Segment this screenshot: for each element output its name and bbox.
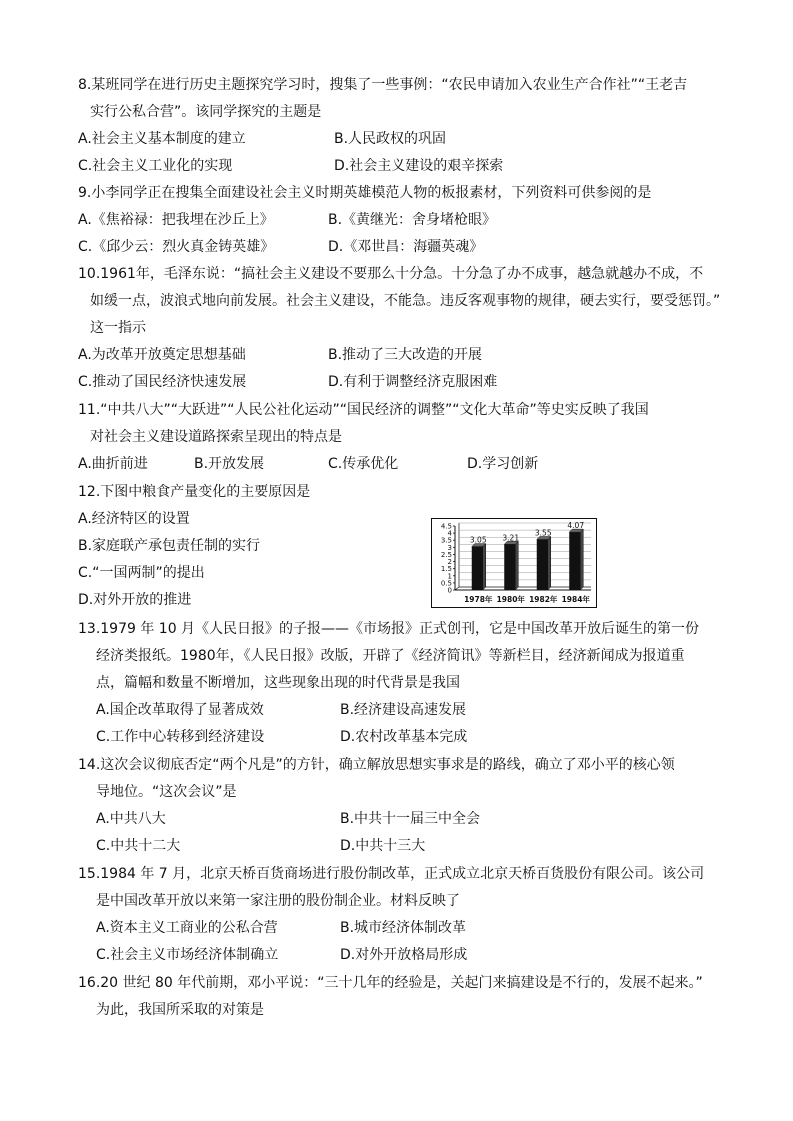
question-stem [78, 616, 728, 697]
bar-side [548, 537, 551, 590]
data-label: 3.21 [502, 533, 520, 543]
option-a[interactable]: A.社会主义基本制度的建立 [78, 131, 246, 147]
option-d[interactable]: D.农村改革基本完成 [340, 729, 468, 745]
question-10 [78, 261, 728, 396]
question-stem [78, 861, 728, 915]
option-a[interactable]: A.曲折前进 [78, 456, 148, 472]
option-a[interactable]: A.资本主义工商业的公私合营 [96, 920, 278, 936]
stem-line: 12.下图中粮食产量变化的主要原因是 [78, 484, 311, 500]
y-tick-label: 0.5 [440, 579, 452, 588]
question-11 [78, 397, 728, 478]
bar-side [483, 544, 486, 590]
y-tick-label: 4.5 [440, 522, 452, 531]
y-tick-label: 1.5 [440, 565, 452, 574]
option-c[interactable]: C.传承优化 [328, 456, 399, 472]
option-b[interactable]: B.人民政权的巩固 [334, 131, 447, 147]
x-tick-label: 1978年 [464, 595, 493, 604]
question-stem [78, 261, 728, 342]
data-label: 4.07 [567, 521, 585, 531]
x-tick-label: 1984年 [561, 595, 590, 604]
options-row [78, 587, 728, 614]
y-tick-label: 1 [447, 572, 452, 581]
bar [537, 540, 548, 590]
bar [504, 544, 515, 590]
y-tick-label: 2 [447, 558, 452, 567]
options-row [78, 369, 728, 396]
bar-side [515, 541, 518, 590]
option-c[interactable]: C.推动了国民经济快速发展 [78, 374, 247, 390]
bar-chart [431, 518, 597, 608]
options-row [78, 207, 728, 234]
question-stem [78, 72, 728, 126]
stem-line: 11.“中共八大”“大跃进”“人民公社化运动”“国民经济的调整”“文化大革命”等史实反映了我国 [78, 402, 649, 418]
option-b[interactable]: B.中共十一届三中全会 [340, 811, 481, 827]
option-d[interactable]: D.对外开放的推进 [78, 592, 192, 608]
stem-line: 这一指示 [90, 320, 146, 336]
y-tick-label: 4 [447, 529, 452, 538]
options-row [78, 833, 728, 860]
option-b[interactable]: B.《黄继光：舍身堵枪眼》 [328, 212, 497, 228]
x-tick-label: 1982年 [529, 595, 558, 604]
option-c[interactable]: C.《邱少云：烈火真金铸英雄》 [78, 239, 275, 255]
options-row [78, 533, 728, 560]
stem-line: 如缓一点，波浪式地向前发展。社会主义建设，不能急。违反客观事物的规律，硬去实行，要受惩罚。” [90, 293, 721, 309]
question-stem [78, 397, 728, 451]
stem-line: 经济类报纸。1980年，《人民日报》改版，开辟了《经济简讯》等新栏目，经济新闻成为报道重 [96, 648, 685, 664]
stem-line: 8.某班同学在进行历史主题探究学习时，搜集了一些事例：“农民申请加入农业生产合作社”“王老吉 [78, 77, 688, 93]
stem-line: 是中国改革开放以来第一家注册的股份制企业。材料反映了 [96, 893, 460, 909]
options-row [78, 560, 728, 587]
option-c[interactable]: C.“一国两制”的提出 [78, 565, 205, 581]
options-row [78, 915, 728, 942]
option-c[interactable]: C.中共十二大 [96, 838, 181, 854]
y-tick-label: 0 [447, 586, 452, 595]
stem-line: 14.这次会议彻底否定“两个凡是”的方针，确立解放思想实事求是的路线，确立了邓小平的核心领 [78, 757, 675, 773]
stem-line: 点，篇幅和数量不断增加，这些现象出现的时代背景是我国 [96, 675, 460, 691]
question-13 [78, 616, 728, 751]
options-row [78, 234, 728, 261]
option-c[interactable]: C.社会主义工业化的实现 [78, 158, 233, 174]
question-15 [78, 861, 728, 969]
x-tick-label: 1980年 [496, 595, 525, 604]
option-b[interactable]: B.开放发展 [194, 456, 265, 472]
options-row [78, 942, 728, 969]
option-c[interactable]: C.工作中心转移到经济建设 [96, 729, 265, 745]
option-a[interactable]: A.经济特区的设置 [78, 511, 190, 527]
option-d[interactable]: D.有利于调整经济克服困难 [328, 374, 498, 390]
stem-line: 实行公私合营”。该同学探究的主题是 [90, 104, 322, 120]
question-stem [78, 479, 728, 506]
stem-line: 为此，我国所采取的对策是 [96, 1002, 264, 1018]
option-d[interactable]: D.学习创新 [467, 456, 539, 472]
option-a[interactable]: A.国企改革取得了显著成效 [96, 702, 264, 718]
question-stem [78, 180, 728, 207]
option-d[interactable]: D.中共十三大 [340, 838, 426, 854]
bar [569, 532, 580, 590]
data-label: 3.55 [534, 528, 552, 538]
option-b[interactable]: B.城市经济体制改革 [340, 920, 467, 936]
stem-line: 15.1984 年 7 月，北京天桥百货商场进行股份制改革，正式成立北京天桥百货股份有限公司。该公司 [78, 866, 705, 882]
question-stem [78, 970, 728, 1024]
option-b[interactable]: B.家庭联产承包责任制的实行 [78, 538, 261, 554]
options-row [78, 697, 728, 724]
options-row [78, 126, 728, 153]
options-row [78, 724, 728, 751]
question-16 [78, 970, 728, 1024]
options-row [78, 342, 728, 369]
option-a[interactable]: A.《焦裕禄：把我埋在沙丘上》 [78, 212, 274, 228]
option-b[interactable]: B.推动了三大改造的开展 [328, 347, 483, 363]
stem-line: 13.1979 年 10 月《人民日报》的子报——《市场报》正式创刊，它是中国改革开放后诞生的第一份 [78, 621, 700, 637]
option-c[interactable]: C.社会主义市场经济体制确立 [96, 947, 279, 963]
stem-line: 对社会主义建设道路探索呈现出的特点是 [90, 429, 342, 445]
stem-line: 导地位。“这次会议”是 [96, 784, 237, 800]
grain-output-chart [431, 518, 597, 608]
option-b[interactable]: B.经济建设高速发展 [340, 702, 467, 718]
question-stem [78, 752, 728, 806]
question-14 [78, 752, 728, 860]
option-d[interactable]: D.《邓世昌：海疆英魂》 [328, 239, 484, 255]
option-a[interactable]: A.中共八大 [96, 811, 166, 827]
bar-side [580, 529, 583, 590]
y-tick-label: 3.5 [440, 536, 452, 545]
stem-line: 9.小李同学正在搜集全面建设社会主义时期英雄模范人物的板报素材，下列资料可供参阅的是 [78, 185, 652, 201]
options-row [78, 153, 728, 180]
option-a[interactable]: A.为改革开放奠定思想基础 [78, 347, 246, 363]
question-9 [78, 180, 728, 261]
options-row [78, 506, 728, 533]
option-d[interactable]: D.社会主义建设的艰辛探索 [334, 158, 504, 174]
y-tick-label: 3 [447, 543, 452, 552]
bar [472, 547, 483, 590]
data-label: 3.05 [469, 535, 487, 545]
y-tick-label: 2.5 [440, 550, 452, 559]
question-8 [78, 72, 728, 180]
stem-line: 10.1961年，毛泽东说：“搞社会主义建设不要那么十分急。十分急了办不成事，越急就越办不成，不 [78, 266, 704, 282]
stem-line: 16.20 世纪 80 年代前期，邓小平说：“三十几年的经验是，关起门来搞建设是不行的，发展不起来。” [78, 975, 703, 991]
options-row [78, 451, 728, 478]
option-d[interactable]: D.对外开放格局形成 [340, 947, 468, 963]
options-row [78, 806, 728, 833]
question-12 [78, 479, 728, 614]
